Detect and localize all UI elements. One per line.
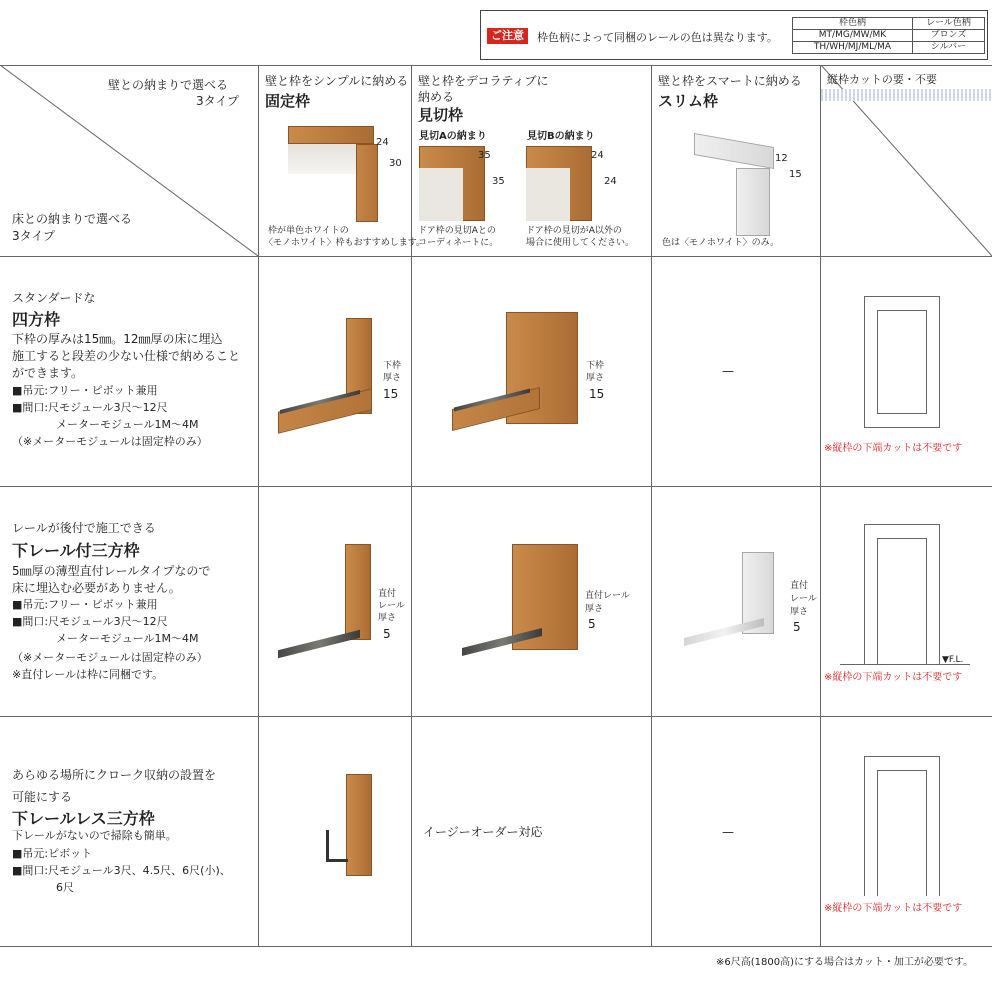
row1-title: 四方枠 [12,310,61,329]
fixed-frame-image [356,144,378,222]
row3-mikiri-easy-order: イージーオーダー対応 [423,825,543,839]
notice-box [480,10,988,60]
grid-line [0,486,992,487]
row1-fixed-image [278,388,372,433]
notice-badge: ご注意 [487,28,528,44]
fixed-frame-image [288,126,374,144]
row2-title: 下レール付三方枠 [12,541,140,560]
fixed-sub: 壁と枠をシンプルに納める [265,74,409,88]
slim-title: スリム枠 [658,92,719,110]
row3-fixed-bracket [326,830,348,862]
row3-fixed-image [346,774,372,876]
corner-bottom-line2: 3タイプ [12,229,56,243]
slim-sub: 壁と枠をスマートに納める [658,74,802,88]
fixed-dim-24: 24 [376,137,389,148]
row3-slim-none: — [722,825,734,839]
corner-top-line2: 3タイプ [196,94,240,108]
row2-sub: レールが後付で施工できる [12,521,156,535]
slim-frame-image [736,168,770,236]
corner-bottom-line1: 床との納まりで選べる [12,212,133,226]
fl-label: ▼F.L. [942,655,964,665]
corner-top-line1: 壁との納まりで選べる [108,78,229,92]
mikiri-a-label: 見切Aの納まり [419,131,487,142]
fixed-note-1: 枠が単色ホワイトの [268,226,349,236]
row2-fixed-image [345,544,371,640]
slim-note: 色は〈モノホワイト〉のみ。 [662,238,780,248]
mikiri-sub-1: 壁と枠をデコラティブに [418,74,549,88]
row1-mikiri-image [452,387,540,431]
grid-line [0,716,992,717]
row1-slim-none: — [722,364,734,378]
row3-cut-note: ※縦枠の下端カットは不要です [824,903,963,914]
row2-fixed-rail [278,630,360,658]
fixed-title: 固定枠 [265,92,311,110]
row1-sub: スタンダードな [12,291,96,305]
fixed-dim-30: 30 [389,158,402,169]
footnote: ※6尺高(1800高)にする場合はカット・加工が必要です。 [716,957,974,968]
row2-cut-note: ※縦枠の下端カットは不要です [824,672,963,683]
cut-title: 縦枠カットの要・不要 [827,73,937,86]
notice-text: 枠色柄によって同梱のレールの色は異なります。 [537,31,778,44]
row3-sub-2: 可能にする [12,790,73,804]
fixed-note-2: 〈モノホワイト〉枠もおすすめします。 [264,238,426,248]
mikiri-b-label: 見切Bの納まり [527,131,595,142]
rail-color-table: 枠色柄 レール色柄 MT/MG/MW/MK ブロンズ TH/WH/MJ/ML/MA シルバー [792,17,985,54]
mikiri-title: 見切枠 [418,106,464,124]
row1-cut-note: ※縦枠の下端カットは不要です [824,443,963,454]
row3-sub-1: あらゆる場所にクローク収納の設置を [12,768,217,782]
mikiri-sub-2: 納める [418,90,455,104]
hatch-band [821,89,992,101]
row3-title: 下レールレス三方枠 [12,809,155,828]
grid-line [0,946,992,947]
